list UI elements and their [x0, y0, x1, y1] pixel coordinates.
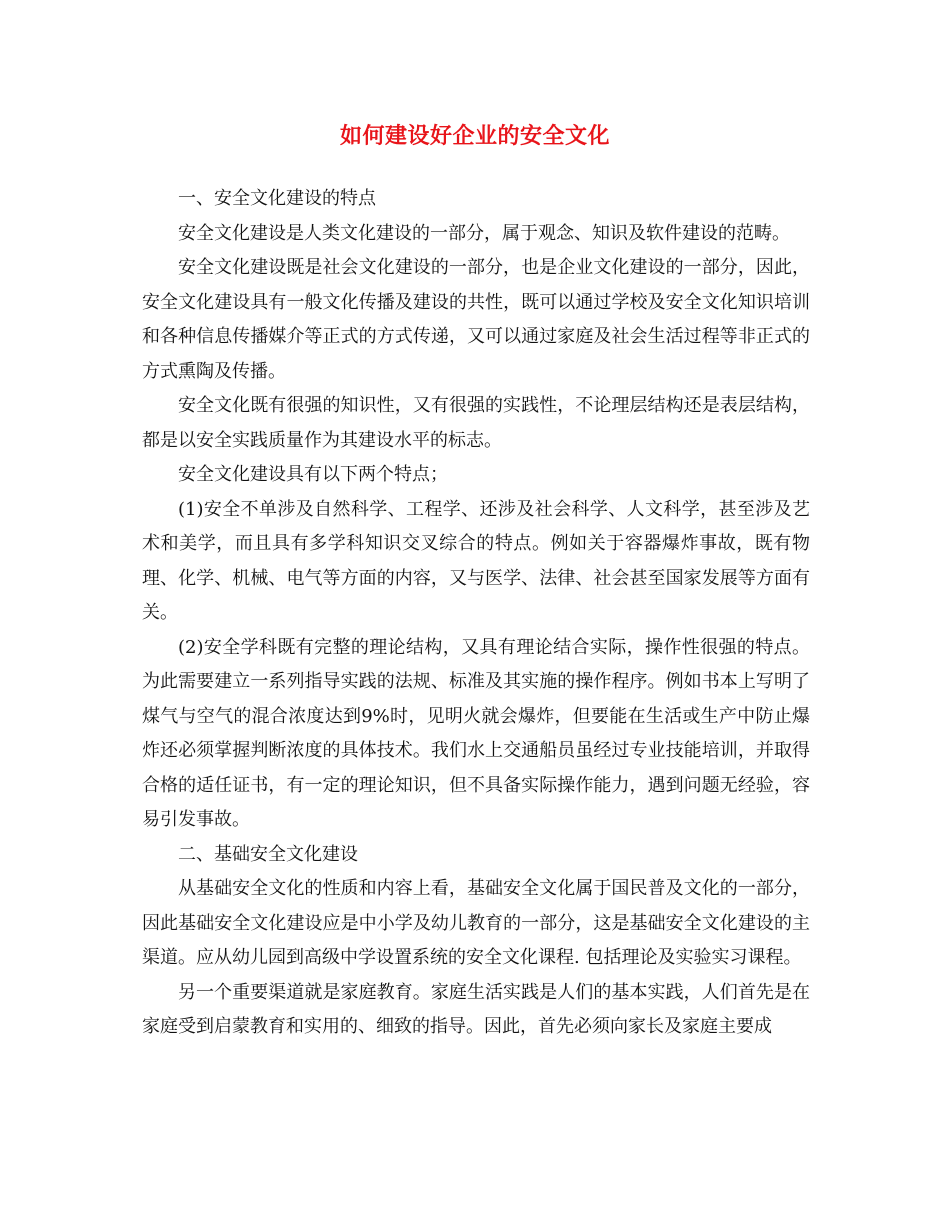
paragraph: 另一个重要渠道就是家庭教育。家庭生活实践是人们的基本实践，人们首先是在家庭受到启蒙教育和实用的、细致的指导。因此，首先必须向家长及家庭主要成 — [142, 981, 810, 1037]
paragraph: 安全文化建设既是社会文化建设的一部分，也是企业文化建设的一部分，因此，安全文化建设具有一般文化传播及建设的共性，既可以通过学校及安全文化知识培训和各种信息传播媒介等正式的方式传递，又可以通过家庭及社会生活过程等非正式的方式熏陶及传播。 — [142, 257, 810, 382]
paragraph: 安全文化建设具有以下两个特点； — [178, 464, 448, 485]
paragraph: 从基础安全文化的性质和内容上看，基础安全文化属于国民普及文化的一部分，因此基础安全文化建设应是中小学及幼儿教育的一部分，这是基础安全文化建设的主渠道。应从幼儿园到高级中学设置系统的安全文化课程. 包括理论及实验实习课程。 — [142, 878, 810, 968]
paragraph: 安全文化既有很强的知识性，又有很强的实践性，不论理层结构还是表层结构，都是以安全实践质量作为其建设水平的标志。 — [142, 395, 810, 451]
document-body — [142, 182, 810, 1045]
section-heading: 二、基础安全文化建设 — [178, 843, 358, 865]
paragraph: (1)安全不单涉及自然科学、工程学、还涉及社会科学、人文科学，甚至涉及艺术和美学，而且具有多学科知识交叉综合的特点。例如关于容器爆炸事故，既有物理、化学、机械、电气等方面的内容，又与医学、法律、社会甚至国家发展等方面有关。 — [142, 498, 810, 623]
section-heading: 一、安全文化建设的特点 — [178, 188, 376, 209]
document-title: 如何建设好企业的安全文化 — [339, 123, 610, 149]
paragraph: (2)安全学科既有完整的理论结构，又具有理论结合实际，操作性很强的特点。为此需要建立一系列指导实践的法规、标准及其实施的操作程序。例如书本上写明了煤气与空气的混合浓度达到9%时，见明火就会爆炸，但要能在生活或生产中防止爆炸还必须掌握判断浓度的具体技术。我们水上交通船员虽经过专业技能培训，并取得合格的适任证书，有一定的理论知识，但不具备实际操作能力，遇到问题无经验，容易引发事故。 — [142, 636, 810, 830]
paragraph: 安全文化建设是人类文化建设的一部分，属于观念、知识及软件建设的范畴。 — [178, 222, 790, 244]
